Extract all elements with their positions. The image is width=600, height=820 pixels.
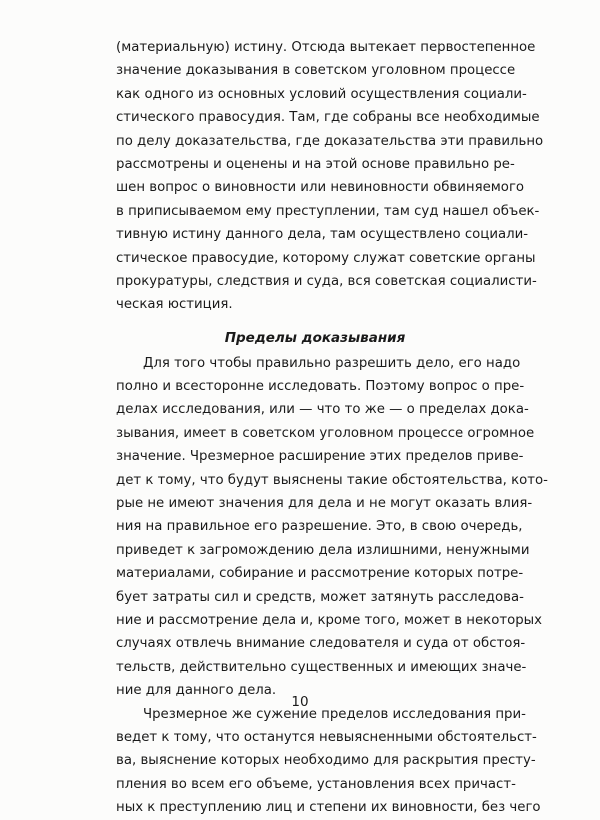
text-line: случаях отвлечь внимание следователя и суда от обстоя- [116,636,526,652]
text-line: делах исследования, или — что то же — о пределах дока- [116,402,529,418]
text-line: ния на правильное его разрешение. Это, в свою очередь, [116,519,523,535]
text-line: приведет к загромождению дела излишними, ненужными [116,542,530,558]
text-line: по делу доказательства, где доказательства эти правильно [116,133,544,149]
text-line: значение. Чрезмерное расширение этих пределов приве- [116,449,524,465]
text-line: дет к тому, что будут выяснены такие обстоятельства, кото- [116,472,548,488]
text-line: тивную истину данного дела, там осуществлено социали- [116,227,529,243]
text-line: ных к преступлению лиц и степени их виновности, без чего [116,800,541,816]
text-line: ва, выяснение которых необходимо для раскрытия престу- [116,753,536,769]
paragraph-3 [116,703,541,820]
text-line: бует затраты сил и средств, может затянуть расследова- [116,589,524,605]
text-line: шен вопрос о виновности или невиновности обвиняемого [116,180,525,196]
text-line: зывания, имеет в советском уголовном процессе огромное [116,425,535,441]
text-line: (материальную) истину. Отсюда вытекает первостепенное [116,40,536,55]
text-line: ние и рассмотрение дела и, кроме того, может в некоторых [116,612,543,628]
section-heading: Пределы доказывания [224,329,406,346]
text-line: значение доказывания в советском уголовном процессе [116,63,516,79]
text-line: пления во всем его объеме, установления всех причаст- [116,776,516,792]
paragraph-2 [116,352,548,703]
paragraph-1 [116,36,544,317]
text-line: стического правосудия. Там, где собраны все необходимые [116,110,540,126]
text-line: ведет к тому, что останутся невыясненными обстоятельст- [116,729,537,745]
text-line: прокуратуры, следствия и суда, вся советская социалисти- [116,273,537,289]
text-line: ческая юстиция. [116,297,233,313]
text-line: как одного из основных условий осуществления социали- [116,86,527,102]
text-line: тельств, действительно существенных и имеющих значе- [116,659,527,675]
text-line: рые не имеют значения для дела и не могут оказать влия- [116,496,533,512]
text-line: стическое правосудие, которому служат советские органы [116,250,536,266]
text-line: материалами, собирание и рассмотрение которых потре- [116,566,524,582]
text-line: полно и всесторонне исследовать. Поэтому вопрос о пре- [116,379,525,395]
text-line: Для того чтобы правильно разрешить дело, его надо [143,355,521,371]
text-line: Чрезмерное же сужение пределов исследования при- [143,706,526,722]
text-line: рассмотрены и оценены и на этой основе правильно ре- [116,156,515,172]
text-line: в приписываемом ему преступлении, там суд нашел объек- [116,203,540,219]
page-number: 10 [291,694,309,710]
text-line: ние для данного дела. [116,683,277,699]
